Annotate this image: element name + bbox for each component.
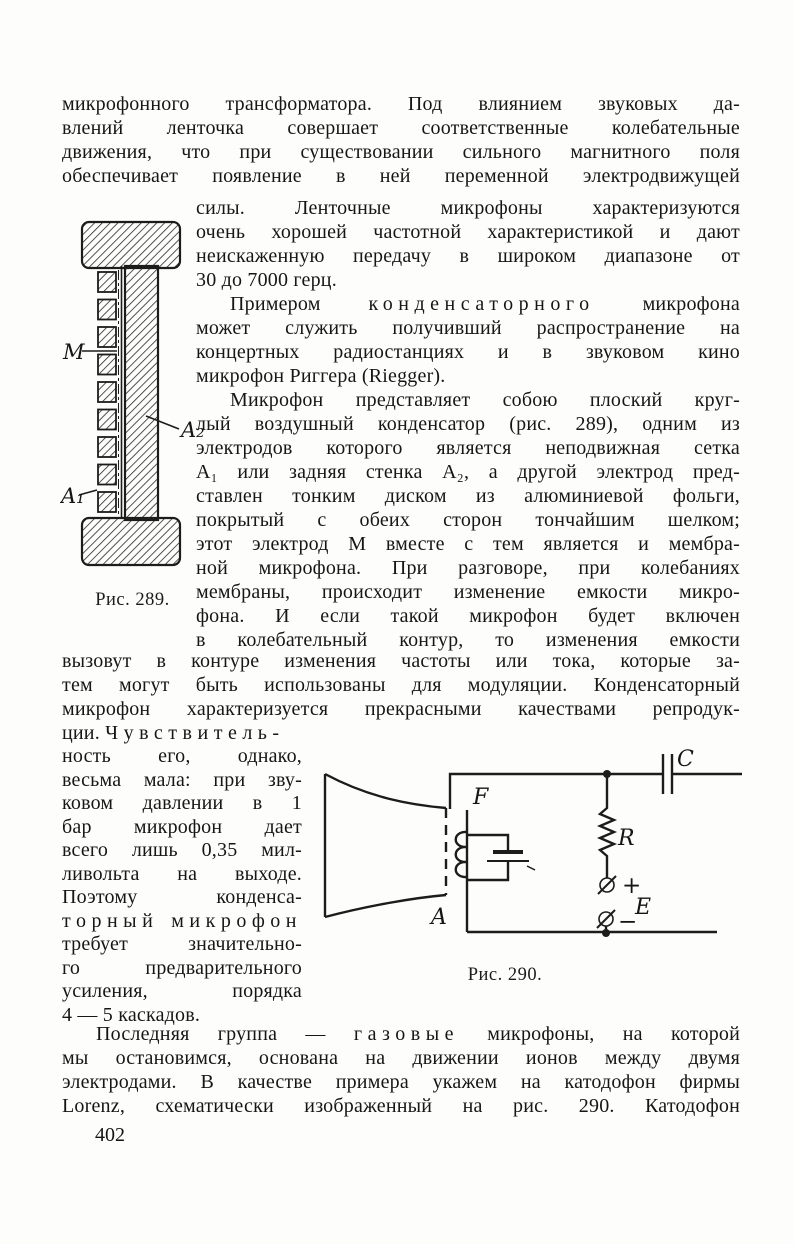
text-line: может служить получивший распространение на bbox=[196, 317, 740, 339]
label-a1: A₁ bbox=[61, 484, 85, 508]
text-line: Микрофон представляет собою плоский круг- bbox=[230, 389, 740, 411]
text-line: Lorenz, схематически изображенный на рис. 290. Катодофон bbox=[62, 1095, 740, 1117]
figure-289 bbox=[60, 218, 210, 610]
text-line: 30 до 7000 герц. bbox=[196, 269, 337, 291]
label-a: A bbox=[431, 905, 447, 930]
heater-coil bbox=[456, 832, 467, 877]
text-line: Поэтому конденса- bbox=[62, 886, 302, 908]
text-line bbox=[62, 1022, 740, 1046]
text-line: бар микрофон дает bbox=[62, 815, 302, 838]
figure-289-caption: Рис. 289. bbox=[95, 590, 170, 610]
text-line: электродами. В качестве примера укажем на катодофон фирмы bbox=[62, 1071, 740, 1093]
label-a2: A₂ bbox=[181, 418, 205, 442]
text-line: мы остановимся, основана на движении ионов между двумя bbox=[62, 1047, 740, 1069]
text-line: вызовут в контуре изменения частоты или тока, которые за- bbox=[62, 650, 740, 672]
text-line: силы. Ленточные микрофоны характеризуются bbox=[196, 197, 740, 219]
top-cap bbox=[82, 222, 180, 268]
text-line: весьма мала: при зву- bbox=[62, 768, 302, 791]
text-line: в колебательный контур, то изменения емкости bbox=[196, 629, 740, 651]
figure-290-caption: Рис. 290. bbox=[467, 965, 543, 985]
spaced-word: конденсаторного bbox=[368, 293, 595, 315]
page-number: 402 bbox=[95, 1124, 125, 1146]
text-line: ливольта на выходе. bbox=[62, 862, 302, 885]
text-line: торный микрофон bbox=[62, 909, 302, 932]
text-line: обеспечивает появление в ней переменной электродвижущей bbox=[62, 165, 740, 187]
bottom-cap bbox=[82, 518, 180, 565]
text-segment: микрофоны, на которой bbox=[459, 1023, 740, 1045]
text-line: го предварительного bbox=[62, 956, 302, 979]
text-line: влений ленточка совершает соответственные колебательные bbox=[62, 117, 740, 139]
text-line: движения, что при существовании сильного магнитного поля bbox=[62, 141, 740, 163]
text-line: электродов которого является неподвижная сетка bbox=[196, 437, 740, 459]
heater-battery bbox=[467, 835, 535, 880]
text-line: фона. И если такой микрофон будет включен bbox=[196, 605, 740, 627]
text-line: этот электрод M вместе с тем является и мембра- bbox=[196, 533, 740, 555]
label-c: C bbox=[677, 747, 694, 772]
text-line: микрофон Риггера (Riegger). bbox=[196, 365, 446, 387]
text-line: очень хорошей частотной характеристикой и дают bbox=[196, 221, 740, 243]
label-r: R bbox=[618, 826, 635, 851]
horn bbox=[325, 774, 446, 917]
text-line: требует значительно- bbox=[62, 933, 302, 955]
junction-dot-top bbox=[603, 770, 611, 778]
text-line: тем могут быть использованы для модуляции. Конденсаторный bbox=[62, 674, 740, 696]
text-line: ставлен тонким диском из алюминиевой фольги, bbox=[196, 485, 740, 507]
text-line: микрофонного трансформатора. Под влиянием звуковых да- bbox=[62, 93, 740, 115]
label-e: E bbox=[635, 895, 652, 920]
text-line: мембраны, происходит изменение емкости микро- bbox=[196, 581, 740, 603]
text-line: A₁ или задняя стенка A₂, а другой электрод пред- bbox=[196, 461, 740, 483]
text-line: ной микрофона. При разговоре, при колебаниях bbox=[196, 557, 740, 579]
label-plus: + bbox=[622, 873, 642, 899]
label-m: M bbox=[63, 340, 85, 364]
text-line: покрытый с обеих сторон тончайшим шелком; bbox=[196, 509, 740, 531]
paragraph-2 bbox=[196, 196, 740, 652]
figure-290 bbox=[315, 732, 747, 985]
spaced-word: газовые bbox=[353, 1023, 460, 1045]
text-line bbox=[196, 292, 740, 316]
text-segment: ции. bbox=[62, 722, 106, 744]
text-line: ковом давлении в 1 bbox=[62, 792, 302, 814]
microphone-body bbox=[79, 222, 180, 565]
junction-dot-bottom bbox=[602, 929, 610, 937]
text-line: ность его, однако, bbox=[62, 745, 302, 767]
text-segment: Последняя группа — bbox=[96, 1023, 354, 1045]
minus-terminal bbox=[597, 910, 615, 928]
text-line: усиления, порядка bbox=[62, 980, 302, 1002]
paragraph-1 bbox=[62, 92, 740, 188]
text-line: микрофон характеризуется прекрасными качествами репродук- bbox=[62, 698, 740, 720]
paragraph-4 bbox=[62, 745, 302, 1027]
condenser-microphone-drawing bbox=[60, 218, 210, 590]
text-line: лый воздушный конденсатор (рис. 289), одним из bbox=[196, 413, 740, 435]
text-line: 4 — 5 каскадов. bbox=[62, 1003, 201, 1026]
back-electrode bbox=[125, 266, 158, 520]
capacitor-symbol bbox=[663, 754, 742, 794]
text-line: всего лишь 0,35 мил- bbox=[62, 839, 302, 861]
front-grid bbox=[98, 272, 116, 512]
text-line: концертных радиостанциях и в звуковом кино bbox=[196, 341, 740, 363]
text-segment: Примером bbox=[230, 293, 369, 315]
resistor-symbol bbox=[600, 774, 614, 878]
spaced-word: Чувствитель- bbox=[105, 722, 285, 744]
paragraph-3 bbox=[62, 649, 740, 745]
cathodophone-circuit-drawing bbox=[315, 732, 747, 962]
text-segment: микрофона bbox=[594, 293, 740, 315]
paragraph-5 bbox=[62, 1022, 740, 1118]
label-f: F bbox=[473, 785, 489, 810]
text-line: неискаженную передачу в широком диапазоне от bbox=[196, 245, 740, 267]
label-minus: − bbox=[618, 909, 638, 935]
plus-terminal bbox=[598, 876, 616, 894]
